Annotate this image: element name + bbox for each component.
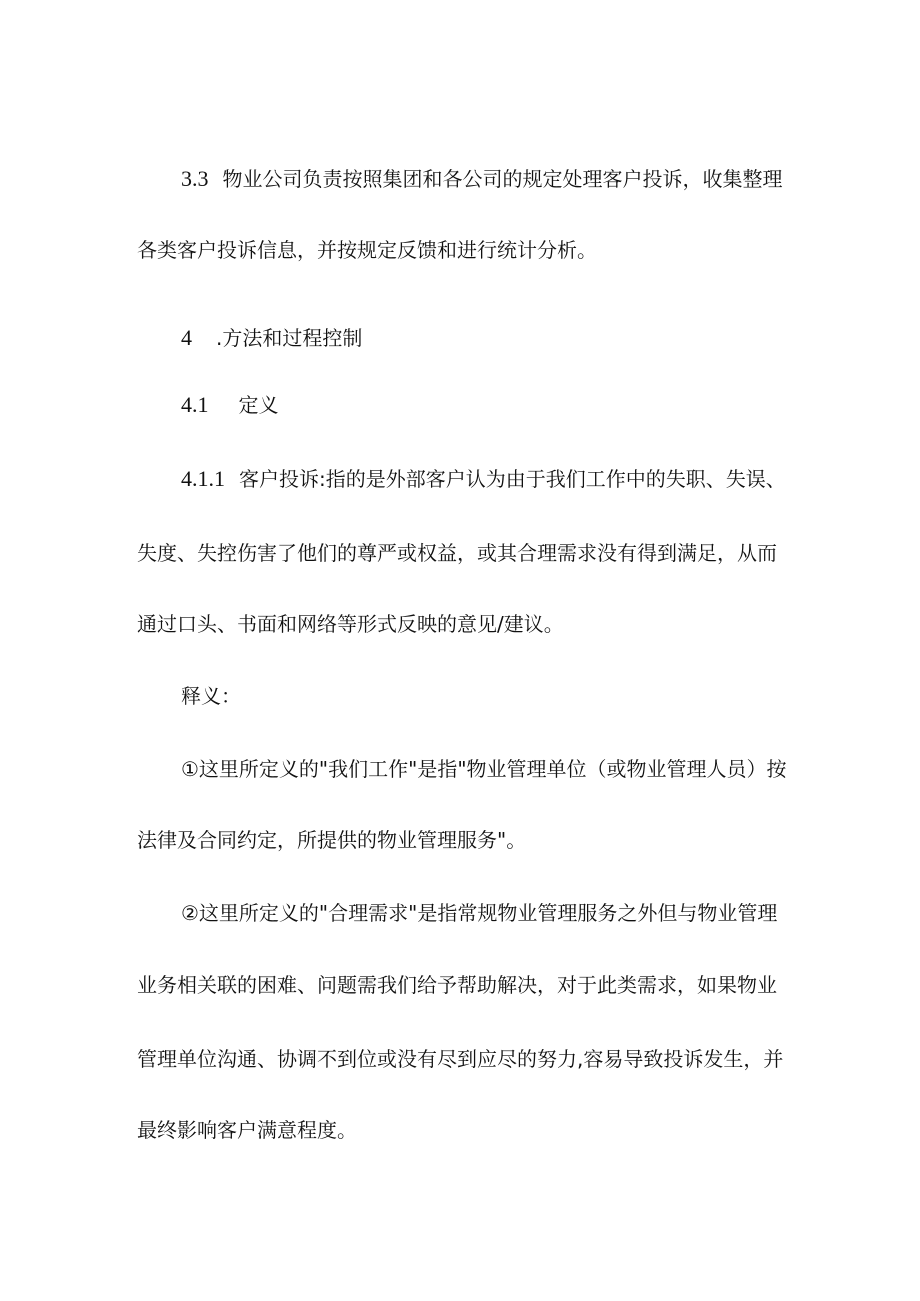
section-3-3-number: 3.3 (181, 166, 209, 191)
section-3-3-line-2: 各类客户投诉信息，并按规定反馈和进行统计分析。 (137, 238, 597, 262)
section-3-3-text-1: 物业公司负责按照集团和各公司的规定处理客户投诉，收集整理 (222, 167, 783, 191)
section-4-1-1-text-1: 客户投诉:指的是外部客户认为由于我们工作中的失职、失误、 (239, 467, 786, 491)
section-4-title: .方法和过程控制 (216, 326, 363, 350)
section-3-3-line-1 (181, 165, 783, 193)
section-4-1-title: 定义 (238, 393, 279, 417)
section-4-1-1-line-1 (181, 465, 786, 493)
interpretation-item-1-line-1: ①这里所定义的"我们工作"是指"物业管理单位（或物业管理人员）按 (181, 757, 787, 781)
interpretation-item-2-line-3: 管理单位沟通、协调不到位或没有尽到应尽的努力,容易导致投诉发生，并 (137, 1047, 784, 1071)
interpretation-item-1-line-2: 法律及合同约定，所提供的物业管理服务"。 (137, 828, 527, 852)
section-4-1-1-line-2: 失度、失控伤害了他们的尊严或权益，或其合理需求没有得到满足，从而 (137, 541, 777, 565)
section-4-heading (181, 324, 362, 352)
interpretation-item-2-line-2: 业务相关联的困难、问题需我们给予帮助解决，对于此类需求，如果物业 (137, 973, 777, 997)
section-4-number: 4 (181, 325, 192, 350)
section-4-1-number: 4.1 (181, 392, 209, 417)
section-4-1-1-line-3: 通过口头、书面和网络等形式反映的意见/建议。 (137, 612, 564, 636)
section-4-1-1-number: 4.1.1 (181, 466, 225, 491)
interpretation-item-2-line-1: ②这里所定义的"合理需求"是指常规物业管理服务之外但与物业管理 (181, 901, 778, 925)
interpretation-item-2-line-4: 最终影响客户满意程度。 (137, 1118, 357, 1142)
interpretation-label: 释义： (181, 684, 241, 708)
section-4-1-heading (181, 391, 279, 419)
